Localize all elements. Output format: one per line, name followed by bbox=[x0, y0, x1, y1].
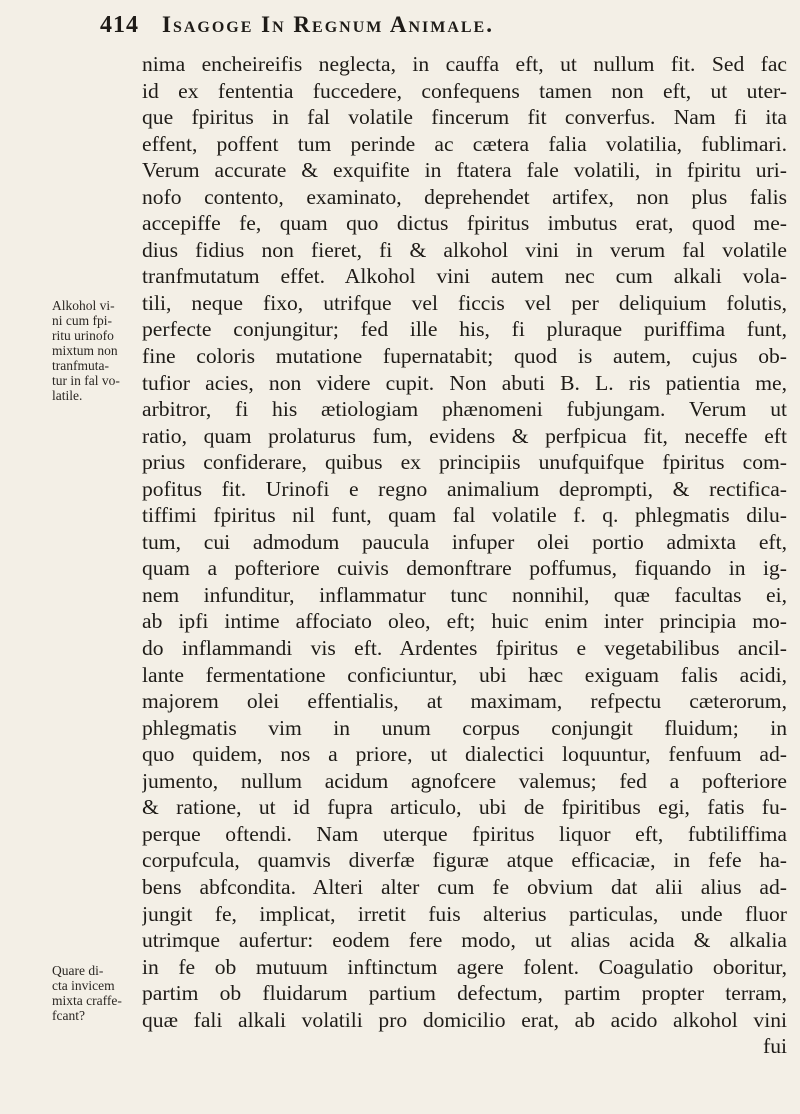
marginal-note-line: ritu urinofo bbox=[52, 328, 114, 343]
text-line: prius confiderare, quibus ex principiis unufquifque fpiritus com- bbox=[142, 450, 787, 475]
text-line: nofo contento, examinato, deprehendet artifex, non plus falis bbox=[142, 184, 787, 209]
text-line: quam a pofteriore cuivis demonftrare poffumus, fiquando in ig- bbox=[142, 556, 787, 581]
page-header bbox=[100, 10, 780, 44]
text-line: partim ob fluidarum partium defectum, partim propter terram, bbox=[142, 981, 787, 1006]
marginal-note-line: Quare di- bbox=[52, 963, 104, 978]
marginal-note-line: ni cum fpi- bbox=[52, 313, 112, 328]
text-line: utrimque aufertur: eodem fere modo, ut alias acida & alkalia bbox=[142, 928, 787, 953]
text-line: in fe ob mutuum inftinctum agere folent. Coagulatio oboritur, bbox=[142, 954, 787, 979]
text-line: nem infunditur, inflammatur tunc nonnihil, quæ facultas ei, bbox=[142, 582, 787, 607]
text-line: majorem olei effentialis, at maximam, refpectu cæterorum, bbox=[142, 689, 787, 714]
page-number: 414 bbox=[100, 12, 139, 38]
text-line: bens abfcondita. Alteri alter cum fe obvium dat alii alius ad- bbox=[142, 874, 787, 899]
marginal-note-line: latile. bbox=[52, 388, 83, 403]
text-line: phlegmatis vim in unum corpus conjungit fluidum; in bbox=[142, 715, 787, 740]
marginal-note bbox=[52, 298, 120, 403]
text-line: quo quidem, nos a priore, ut dialectici loquuntur, fenfuum ad- bbox=[142, 742, 787, 767]
text-line: id ex fententia fuccedere, confequens tamen non eft, ut uter- bbox=[142, 78, 787, 103]
text-line: & ratione, ut id fupra articulo, ubi de fpiritibus egi, fatis fu- bbox=[142, 795, 787, 820]
marginal-note-line: tranfmuta- bbox=[52, 358, 109, 373]
marginal-note-line: cta invicem bbox=[52, 978, 115, 993]
text-line: jungit fe, implicat, irretit fuis alterius particulas, unde fluor bbox=[142, 901, 787, 926]
text-line: lante fermentatione conficiuntur, ubi hæc exiguam falis acidi, bbox=[142, 662, 787, 687]
text-line: dius fidius non fieret, fi & alkohol vini in verum fal volatile bbox=[142, 237, 787, 262]
text-line: perque oftendi. Nam uterque fpiritus liquor eft, fubtiliffima bbox=[142, 821, 787, 846]
text-line: tum, cui admodum paucula infuper olei portio admixta eft, bbox=[142, 529, 787, 554]
text-line: effent, poffent tum perinde ac cætera falia volatilia, fublimari. bbox=[142, 131, 787, 156]
text-line: quæ fali alkali volatili pro domicilio erat, ab acido alkohol vini bbox=[142, 1007, 787, 1032]
text-line: accepiffe fe, quam quo dictus fpiritus imbutus erat, quod me- bbox=[142, 211, 787, 236]
text-line: que fpiritus in fal volatile fincerum fit converfus. Nam fi ita bbox=[142, 105, 787, 130]
text-line: nima encheireifis neglecta, in cauffa eft, ut nullum fit. Sed fac bbox=[142, 52, 787, 76]
text-line: tiffimi fpiritus nil funt, quam fal volatile f. q. phlegmatis dilu- bbox=[142, 503, 787, 528]
marginal-note-line: mixtum non bbox=[52, 343, 118, 358]
text-line: jumento, nullum acidum agnofcere valemus; fed a pofteriore bbox=[142, 768, 787, 793]
marginal-note bbox=[52, 963, 122, 1023]
body-text bbox=[142, 51, 787, 1060]
text-line: fine coloris mutatione fupernatabit; quod is autem, cujus ob- bbox=[142, 344, 787, 369]
text-line: pofitus fit. Urinofi e regno animalium deprompti, & rectifica- bbox=[142, 476, 787, 501]
text-line: tranfmutatum effet. Alkohol vini autem nec cum alkali vola- bbox=[142, 264, 787, 289]
text-line: arbitror, fi his ætiologiam phænomeni fubjungam. Verum ut bbox=[142, 397, 787, 422]
text-line: corpufcula, quamvis diverfæ figuræ atque efficaciæ, in fefe ha- bbox=[142, 848, 787, 873]
marginal-note-line: Alkohol vi- bbox=[52, 298, 115, 313]
catchword: fui bbox=[763, 1034, 787, 1059]
text-line: ratio, quam prolaturus fum, evidens & perfpicua fit, neceffe eft bbox=[142, 423, 787, 448]
text-line: tufior acies, non videre cupit. Non abuti B. L. ris patientia me, bbox=[142, 370, 787, 395]
text-line: perfecte conjungitur; fed ille his, fi pluraque puriffima funt, bbox=[142, 317, 787, 342]
marginal-note-line: tur in fal vo- bbox=[52, 373, 120, 388]
marginal-note-line: fcant? bbox=[52, 1008, 85, 1023]
text-line: tili, neque fixo, utrifque vel ficcis vel per deliquium folutis, bbox=[142, 290, 787, 315]
text-line: ab ipfi intime affociato oleo, eft; huic enim inter principia mo- bbox=[142, 609, 787, 634]
marginal-note-line: mixta craffe- bbox=[52, 993, 122, 1008]
text-line: Verum accurate & exquifite in ftatera fale volatili, in fpiritu uri- bbox=[142, 158, 787, 183]
running-title: Isagoge In Regnum Animale. bbox=[162, 12, 494, 37]
text-line: do inflammandi vis eft. Ardentes fpiritus e vegetabilibus ancil- bbox=[142, 636, 787, 661]
